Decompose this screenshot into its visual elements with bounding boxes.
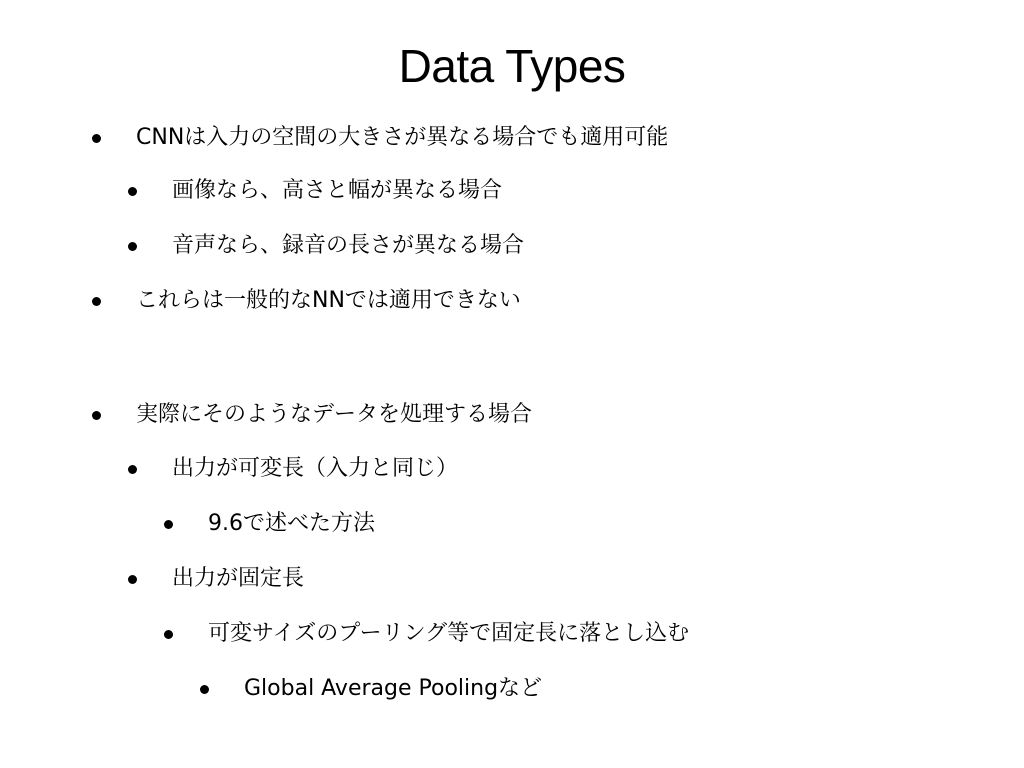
bullet-dot-icon bbox=[92, 297, 101, 306]
slide-title: Data Types bbox=[398, 40, 626, 92]
bullet-text: 実際にそのようなデータを処理する場合 bbox=[136, 402, 533, 427]
bullet-text: これらは一般的なNNでは適用できない bbox=[136, 288, 521, 313]
bullet-list bbox=[0, 110, 1024, 750]
bullet-dot-icon bbox=[164, 630, 173, 639]
bullet-text: 出力が固定長 bbox=[172, 566, 305, 591]
bullet-dot-icon bbox=[92, 411, 101, 420]
bullet-text: 可変サイズのプーリング等で固定長に落とし込む bbox=[208, 621, 690, 646]
bullet-text: 出力が可変長（入力と同じ） bbox=[172, 456, 459, 481]
bullet-text: 音声なら、録音の長さが異なる場合 bbox=[172, 233, 525, 258]
bullet-text: Global Average Poolingなど bbox=[244, 676, 543, 701]
bullet-dot-icon bbox=[128, 242, 137, 251]
bullet-text: 画像なら、高さと幅が異なる場合 bbox=[172, 178, 503, 203]
bullet-dot-icon bbox=[164, 520, 173, 529]
bullet-dot-icon bbox=[128, 575, 137, 584]
bullet-dot-icon bbox=[92, 134, 101, 143]
bullet-text: 9.6で述べた方法 bbox=[208, 511, 375, 536]
bullet-dot-icon bbox=[200, 685, 209, 694]
bullet-dot-icon bbox=[128, 187, 137, 196]
bullet-text: CNNは入力の空間の大きさが異なる場合でも適用可能 bbox=[136, 125, 669, 150]
bullet-dot-icon bbox=[128, 465, 137, 474]
